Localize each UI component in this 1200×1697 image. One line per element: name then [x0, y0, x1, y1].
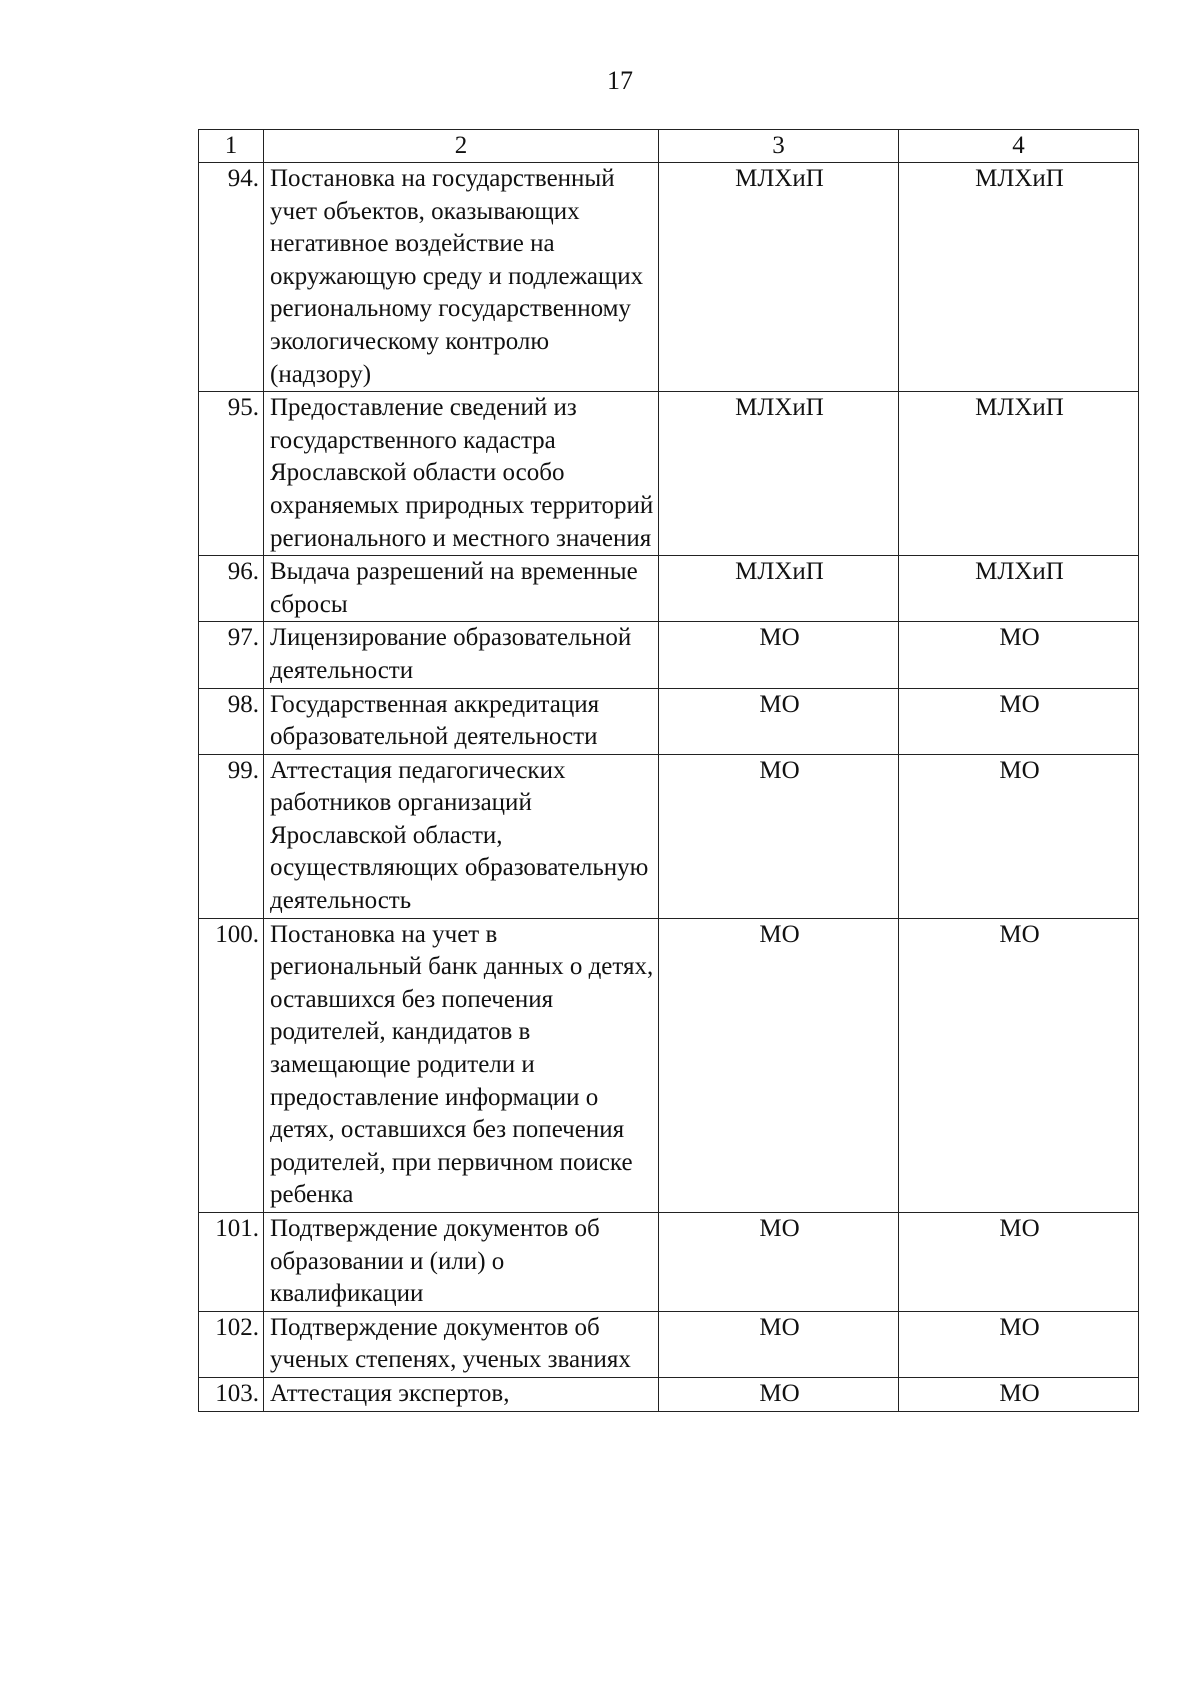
- table-row: [199, 622, 1139, 688]
- row-number: 99.: [199, 754, 264, 918]
- responsible-body-col4: МЛХиП: [899, 556, 1139, 622]
- responsible-body-col3: МЛХиП: [659, 556, 899, 622]
- table-row: [199, 688, 1139, 754]
- service-name: Предоставление сведений из государственного кадастра Ярославской области особо охраняемых природных территорий регионального и местного значения: [264, 392, 659, 556]
- responsible-body-col3: МО: [659, 1377, 899, 1411]
- responsible-body-col3: МЛХиП: [659, 163, 899, 392]
- row-number: 100.: [199, 918, 264, 1212]
- service-name: Постановка на учет в региональный банк данных о детях, оставшихся без попечения родителей, кандидатов в замещающие родители и предоставление информации о детях, оставшихся без попечения родителей, при первичном поиске ребенка: [264, 918, 659, 1212]
- responsible-body-col3: МО: [659, 754, 899, 918]
- responsible-body-col3: МО: [659, 622, 899, 688]
- table-row: [199, 556, 1139, 622]
- table-body: [199, 163, 1139, 1412]
- row-number: 94.: [199, 163, 264, 392]
- responsible-body-col3: МО: [659, 918, 899, 1212]
- responsible-body-col4: МО: [899, 1377, 1139, 1411]
- service-name: Государственная аккредитация образовательной деятельности: [264, 688, 659, 754]
- responsible-body-col4: МО: [899, 1213, 1139, 1312]
- responsible-body-col4: МО: [899, 1311, 1139, 1377]
- responsible-body-col3: МО: [659, 688, 899, 754]
- page-number: 17: [607, 66, 633, 95]
- table-row: [199, 1311, 1139, 1377]
- responsible-body-col4: МО: [899, 918, 1139, 1212]
- responsible-body-col4: МО: [899, 622, 1139, 688]
- responsible-body-col3: МО: [659, 1311, 899, 1377]
- responsible-body-col4: МЛХиП: [899, 392, 1139, 556]
- responsible-body-col3: МЛХиП: [659, 392, 899, 556]
- service-name: Подтверждение документов об ученых степенях, ученых званиях: [264, 1311, 659, 1377]
- row-number: 98.: [199, 688, 264, 754]
- row-number: 101.: [199, 1213, 264, 1312]
- header-row: [199, 130, 1139, 163]
- column-header-3: 3: [659, 130, 899, 163]
- service-name: Подтверждение документов об образовании и (или) о квалификации: [264, 1213, 659, 1312]
- responsible-body-col4: МО: [899, 688, 1139, 754]
- service-name: Аттестация педагогических работников организаций Ярославской области, осуществляющих образовательную деятельность: [264, 754, 659, 918]
- services-table: [198, 129, 1139, 1412]
- row-number: 102.: [199, 1311, 264, 1377]
- table-row: [199, 392, 1139, 556]
- service-name: Аттестация экспертов,: [264, 1377, 659, 1411]
- row-number: 97.: [199, 622, 264, 688]
- table-row: [199, 1377, 1139, 1411]
- table-row: [199, 754, 1139, 918]
- row-number: 103.: [199, 1377, 264, 1411]
- row-number: 95.: [199, 392, 264, 556]
- table-row: [199, 918, 1139, 1212]
- responsible-body-col4: МЛХиП: [899, 163, 1139, 392]
- row-number: 96.: [199, 556, 264, 622]
- table-header: [199, 130, 1139, 163]
- column-header-2: 2: [264, 130, 659, 163]
- column-header-4: 4: [899, 130, 1139, 163]
- column-header-1: 1: [199, 130, 264, 163]
- service-name: Лицензирование образовательной деятельности: [264, 622, 659, 688]
- table-row: [199, 163, 1139, 392]
- responsible-body-col4: МО: [899, 754, 1139, 918]
- service-name: Выдача разрешений на временные сбросы: [264, 556, 659, 622]
- table-row: [199, 1213, 1139, 1312]
- service-name: Постановка на государственный учет объектов, оказывающих негативное воздействие на окружающую среду и подлежащих региональному государственному экологическому контролю (надзору): [264, 163, 659, 392]
- responsible-body-col3: МО: [659, 1213, 899, 1312]
